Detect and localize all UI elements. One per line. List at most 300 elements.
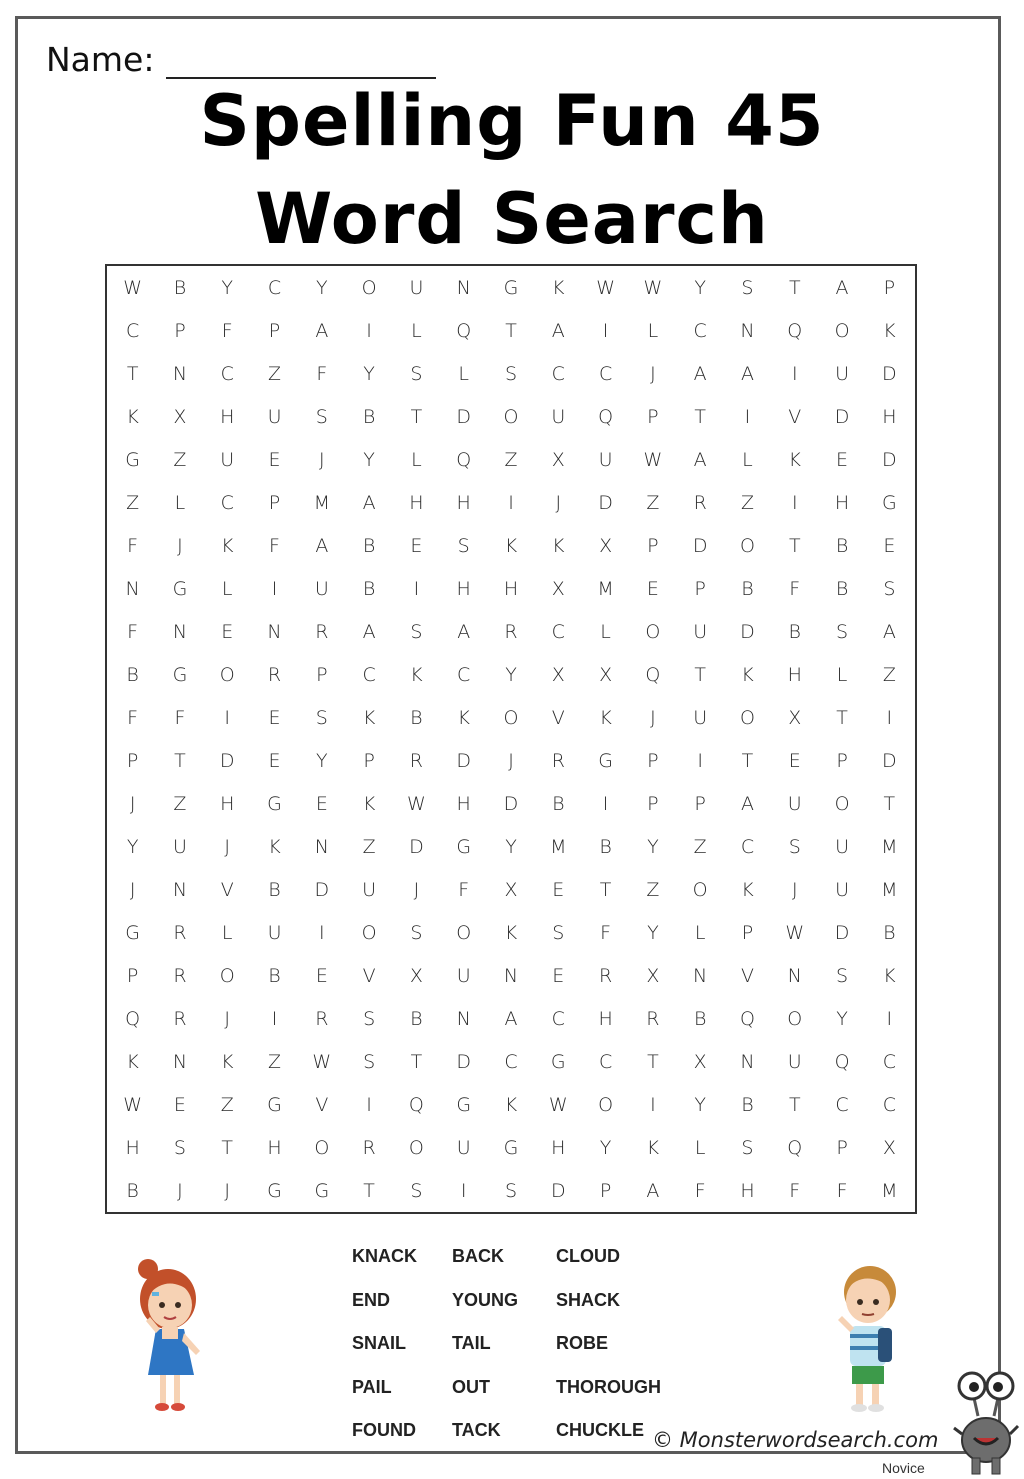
grid-letter[interactable]: A — [362, 491, 376, 514]
grid-letter[interactable]: T — [363, 1179, 375, 1202]
grid-letter[interactable]: C — [126, 319, 140, 342]
grid-letter[interactable]: K — [504, 921, 518, 944]
grid-letter[interactable]: D — [834, 921, 850, 944]
grid-letter[interactable]: O — [739, 534, 755, 557]
grid-letter[interactable]: L — [600, 620, 611, 643]
grid-letter[interactable]: V — [362, 964, 376, 987]
grid-letter[interactable]: S — [836, 964, 849, 987]
grid-letter[interactable]: K — [788, 448, 801, 471]
grid-letter[interactable]: U — [267, 921, 282, 944]
grid-letter[interactable]: W — [596, 276, 615, 299]
grid-letter[interactable]: X — [788, 706, 802, 729]
grid-letter[interactable]: L — [411, 448, 422, 471]
grid-letter[interactable]: M — [550, 835, 567, 858]
grid-letter[interactable]: S — [741, 276, 754, 299]
grid-letter[interactable]: G — [267, 1093, 282, 1116]
grid-letter[interactable]: A — [457, 620, 471, 643]
grid-letter[interactable]: H — [456, 491, 471, 514]
grid-letter[interactable]: B — [410, 706, 423, 729]
grid-letter[interactable]: C — [220, 362, 234, 385]
grid-letter[interactable]: R — [693, 491, 707, 514]
grid-letter[interactable]: T — [174, 749, 186, 772]
grid-letter[interactable]: I — [271, 1007, 278, 1030]
grid-letter[interactable]: J — [319, 448, 325, 471]
grid-letter[interactable]: X — [646, 964, 660, 987]
name-blank-line[interactable] — [166, 45, 436, 79]
grid-letter[interactable]: D — [456, 405, 472, 428]
grid-letter[interactable]: U — [787, 792, 802, 815]
grid-letter[interactable]: E — [268, 749, 281, 772]
grid-letter[interactable]: F — [269, 534, 280, 557]
grid-letter[interactable]: N — [693, 964, 708, 987]
grid-letter[interactable]: R — [173, 921, 187, 944]
grid-letter[interactable]: S — [315, 405, 328, 428]
grid-letter[interactable]: A — [362, 620, 376, 643]
grid-letter[interactable]: Y — [505, 835, 517, 858]
grid-letter[interactable]: J — [224, 1179, 231, 1202]
grid-letter[interactable]: H — [220, 405, 235, 428]
grid-letter[interactable]: O — [408, 1136, 424, 1159]
grid-letter[interactable]: O — [834, 792, 850, 815]
grid-letter[interactable]: Y — [647, 835, 659, 858]
grid-letter[interactable]: C — [220, 491, 234, 514]
grid-letter[interactable]: C — [598, 362, 613, 385]
grid-letter[interactable]: P — [647, 792, 659, 815]
grid-letter[interactable]: S — [410, 921, 423, 944]
grid-letter[interactable]: K — [268, 835, 281, 858]
grid-letter[interactable]: B — [599, 835, 612, 858]
grid-letter[interactable]: U — [787, 1050, 802, 1073]
grid-letter[interactable]: U — [456, 1136, 471, 1159]
grid-letter[interactable]: E — [315, 964, 328, 987]
grid-letter[interactable]: X — [599, 663, 613, 686]
grid-letter[interactable]: B — [362, 577, 376, 600]
grid-letter[interactable]: A — [551, 319, 565, 342]
grid-letter[interactable]: O — [739, 706, 755, 729]
grid-letter[interactable]: W — [407, 792, 426, 815]
grid-letter[interactable]: G — [550, 1050, 566, 1073]
grid-letter[interactable]: C — [598, 1050, 613, 1073]
grid-letter[interactable]: B — [835, 577, 849, 600]
grid-letter[interactable]: J — [177, 534, 183, 557]
grid-letter[interactable]: V — [788, 405, 802, 428]
grid-letter[interactable]: W — [785, 921, 805, 944]
grid-letter[interactable]: O — [787, 1007, 803, 1030]
grid-letter[interactable]: B — [788, 620, 801, 643]
grid-letter[interactable]: R — [173, 964, 187, 987]
grid-letter[interactable]: P — [836, 749, 848, 772]
grid-letter[interactable]: T — [788, 276, 801, 299]
grid-letter[interactable]: D — [692, 534, 708, 557]
grid-letter[interactable]: Z — [268, 362, 282, 385]
grid-letter[interactable]: H — [503, 577, 519, 600]
grid-letter[interactable]: T — [694, 405, 706, 428]
grid-letter[interactable]: K — [504, 1093, 518, 1116]
grid-letter[interactable]: C — [362, 663, 376, 686]
grid-letter[interactable]: L — [742, 448, 753, 471]
grid-letter[interactable]: U — [267, 405, 282, 428]
grid-letter[interactable]: I — [602, 792, 609, 815]
grid-letter[interactable]: G — [172, 663, 188, 686]
grid-letter[interactable]: Z — [362, 835, 376, 858]
grid-letter[interactable]: K — [126, 405, 139, 428]
grid-letter[interactable]: I — [224, 706, 231, 729]
grid-letter[interactable]: A — [504, 1007, 518, 1030]
grid-letter[interactable]: U — [598, 448, 613, 471]
grid-letter[interactable]: P — [647, 534, 659, 557]
grid-letter[interactable]: K — [220, 1050, 234, 1073]
grid-letter[interactable]: D — [219, 749, 235, 772]
grid-letter[interactable]: Q — [598, 405, 614, 428]
grid-letter[interactable]: T — [599, 878, 612, 901]
grid-letter[interactable]: I — [886, 706, 893, 729]
grid-letter[interactable]: O — [503, 706, 519, 729]
grid-letter[interactable]: M — [597, 577, 614, 600]
grid-letter[interactable]: L — [221, 921, 233, 944]
grid-letter[interactable]: G — [314, 1179, 330, 1202]
grid-letter[interactable]: Z — [173, 448, 187, 471]
grid-letter[interactable]: L — [458, 362, 469, 385]
grid-letter[interactable]: D — [740, 620, 755, 643]
grid-letter[interactable]: Z — [693, 835, 707, 858]
grid-letter[interactable]: G — [503, 276, 519, 299]
grid-letter[interactable]: I — [744, 405, 751, 428]
grid-letter[interactable]: D — [503, 792, 519, 815]
grid-letter[interactable]: G — [267, 1179, 282, 1202]
grid-letter[interactable]: B — [362, 534, 376, 557]
grid-letter[interactable]: B — [268, 878, 281, 901]
grid-letter[interactable]: J — [129, 878, 136, 901]
grid-letter[interactable]: Y — [363, 362, 375, 385]
grid-letter[interactable]: G — [456, 835, 472, 858]
grid-letter[interactable]: A — [315, 534, 329, 557]
grid-letter[interactable]: S — [883, 577, 896, 600]
grid-letter[interactable]: X — [882, 1136, 896, 1159]
grid-letter[interactable]: B — [410, 1007, 423, 1030]
grid-letter[interactable]: R — [646, 1007, 660, 1030]
grid-letter[interactable]: F — [789, 1179, 801, 1202]
grid-letter[interactable]: G — [172, 577, 188, 600]
grid-letter[interactable]: A — [740, 362, 754, 385]
grid-letter[interactable]: V — [740, 964, 754, 987]
grid-letter[interactable]: P — [647, 405, 659, 428]
grid-letter[interactable]: E — [883, 534, 896, 557]
grid-letter[interactable]: A — [315, 319, 329, 342]
grid-letter[interactable]: D — [456, 1050, 472, 1073]
grid-letter[interactable]: X — [551, 448, 565, 471]
grid-letter[interactable]: Y — [694, 276, 706, 299]
grid-letter[interactable]: P — [316, 663, 328, 686]
grid-letter[interactable]: P — [883, 276, 896, 299]
grid-letter[interactable]: I — [271, 577, 278, 600]
grid-letter[interactable]: P — [836, 1136, 848, 1159]
grid-letter[interactable]: Q — [739, 1007, 755, 1030]
grid-letter[interactable]: J — [650, 706, 656, 729]
grid-letter[interactable]: D — [882, 749, 897, 772]
grid-letter[interactable]: Z — [882, 663, 896, 686]
grid-letter[interactable]: S — [410, 1179, 423, 1202]
grid-letter[interactable]: Y — [647, 921, 659, 944]
grid-letter[interactable]: G — [456, 1093, 472, 1116]
grid-letter[interactable]: W — [643, 448, 663, 471]
grid-letter[interactable]: N — [267, 620, 282, 643]
grid-letter[interactable]: S — [363, 1007, 376, 1030]
grid-letter[interactable]: B — [835, 534, 849, 557]
grid-letter[interactable]: O — [834, 319, 850, 342]
grid-letter[interactable]: H — [456, 792, 471, 815]
grid-letter[interactable]: Z — [646, 878, 660, 901]
grid-letter[interactable]: B — [552, 792, 565, 815]
grid-letter[interactable]: K — [126, 1050, 139, 1073]
grid-letter[interactable]: F — [127, 620, 139, 643]
grid-letter[interactable]: I — [791, 362, 798, 385]
grid-letter[interactable]: E — [268, 706, 281, 729]
grid-letter[interactable]: R — [315, 1007, 329, 1030]
grid-letter[interactable]: K — [646, 1136, 660, 1159]
grid-letter[interactable]: N — [456, 1007, 471, 1030]
grid-letter[interactable]: V — [315, 1093, 329, 1116]
grid-letter[interactable]: X — [551, 577, 565, 600]
grid-letter[interactable]: B — [126, 1179, 139, 1202]
grid-letter[interactable]: F — [458, 878, 470, 901]
grid-letter[interactable]: U — [835, 878, 850, 901]
grid-letter[interactable]: K — [552, 534, 565, 557]
grid-letter[interactable]: I — [697, 749, 703, 772]
grid-letter[interactable]: W — [123, 1093, 143, 1116]
grid-letter[interactable]: B — [126, 663, 139, 686]
grid-letter[interactable]: N — [172, 878, 188, 901]
grid-letter[interactable]: E — [552, 878, 565, 901]
grid-letter[interactable]: O — [361, 276, 377, 299]
grid-letter[interactable]: J — [224, 1007, 231, 1030]
grid-letter[interactable]: J — [650, 362, 656, 385]
grid-letter[interactable]: T — [741, 749, 754, 772]
grid-letter[interactable]: Q — [834, 1050, 850, 1073]
grid-letter[interactable]: N — [172, 620, 188, 643]
grid-letter[interactable]: H — [834, 491, 850, 514]
grid-letter[interactable]: I — [791, 491, 798, 514]
grid-letter[interactable]: M — [313, 491, 331, 514]
grid-letter[interactable]: P — [694, 792, 706, 815]
grid-letter[interactable]: D — [314, 878, 330, 901]
grid-letter[interactable]: C — [551, 1007, 565, 1030]
grid-letter[interactable]: L — [694, 921, 706, 944]
grid-letter[interactable]: I — [413, 577, 420, 600]
grid-letter[interactable]: K — [741, 663, 754, 686]
grid-letter[interactable]: M — [881, 878, 898, 901]
grid-letter[interactable]: C — [835, 1093, 849, 1116]
grid-letter[interactable]: P — [268, 491, 281, 514]
grid-letter[interactable]: G — [598, 749, 613, 772]
grid-letter[interactable]: G — [881, 491, 897, 514]
grid-letter[interactable]: P — [126, 964, 139, 987]
grid-letter[interactable]: K — [362, 706, 376, 729]
grid-letter[interactable]: Y — [221, 276, 234, 299]
grid-letter[interactable]: D — [598, 491, 613, 514]
grid-letter[interactable]: F — [221, 319, 233, 342]
grid-letter[interactable]: Z — [126, 491, 140, 514]
grid-letter[interactable]: W — [312, 1050, 332, 1073]
grid-letter[interactable]: M — [881, 1179, 898, 1202]
grid-letter[interactable]: J — [177, 1179, 183, 1202]
grid-letter[interactable]: T — [410, 1050, 423, 1073]
grid-letter[interactable]: Q — [787, 319, 803, 342]
grid-letter[interactable]: T — [221, 1136, 234, 1159]
grid-letter[interactable]: Y — [836, 1007, 848, 1030]
grid-letter[interactable]: C — [693, 319, 707, 342]
grid-letter[interactable]: B — [741, 577, 754, 600]
grid-letter[interactable]: S — [788, 835, 801, 858]
grid-letter[interactable]: E — [646, 577, 659, 600]
grid-letter[interactable]: I — [886, 1007, 893, 1030]
grid-letter[interactable]: X — [504, 878, 518, 901]
grid-letter[interactable]: C — [882, 1050, 896, 1073]
grid-letter[interactable]: I — [366, 319, 372, 342]
grid-letter[interactable]: G — [125, 921, 140, 944]
grid-letter[interactable]: P — [174, 319, 186, 342]
grid-letter[interactable]: X — [693, 1050, 707, 1073]
grid-letter[interactable]: S — [173, 1136, 186, 1159]
grid-letter[interactable]: T — [883, 792, 896, 815]
grid-letter[interactable]: P — [741, 921, 754, 944]
grid-letter[interactable]: T — [410, 405, 423, 428]
grid-letter[interactable]: B — [741, 1093, 754, 1116]
grid-letter[interactable]: V — [220, 878, 234, 901]
grid-letter[interactable]: E — [410, 534, 423, 557]
grid-letter[interactable]: T — [694, 663, 706, 686]
grid-letter[interactable]: D — [834, 405, 850, 428]
grid-letter[interactable]: Z — [504, 448, 518, 471]
grid-letter[interactable]: A — [646, 1179, 660, 1202]
grid-letter[interactable]: J — [791, 878, 798, 901]
grid-letter[interactable]: Q — [125, 1007, 141, 1030]
grid-letter[interactable]: Z — [268, 1050, 282, 1073]
grid-letter[interactable]: L — [836, 663, 848, 686]
grid-letter[interactable]: T — [788, 1093, 801, 1116]
grid-letter[interactable]: Z — [646, 491, 660, 514]
grid-letter[interactable]: L — [694, 1136, 706, 1159]
grid-letter[interactable]: Y — [505, 663, 517, 686]
grid-letter[interactable]: Y — [599, 1136, 612, 1159]
grid-letter[interactable]: C — [267, 276, 282, 299]
grid-letter[interactable]: A — [693, 448, 707, 471]
grid-letter[interactable]: U — [835, 362, 850, 385]
grid-letter[interactable]: I — [460, 1179, 467, 1202]
grid-letter[interactable]: B — [883, 921, 896, 944]
grid-letter[interactable]: N — [787, 964, 802, 987]
grid-letter[interactable]: F — [127, 534, 139, 557]
grid-letter[interactable]: T — [788, 534, 801, 557]
grid-letter[interactable]: L — [647, 319, 659, 342]
grid-letter[interactable]: S — [363, 1050, 376, 1073]
grid-letter[interactable]: I — [319, 921, 325, 944]
grid-letter[interactable]: U — [693, 706, 708, 729]
grid-letter[interactable]: U — [314, 577, 329, 600]
grid-letter[interactable]: S — [504, 1179, 518, 1202]
grid-letter[interactable]: H — [882, 405, 897, 428]
grid-letter[interactable]: V — [551, 706, 565, 729]
grid-letter[interactable]: O — [456, 921, 472, 944]
grid-letter[interactable]: X — [551, 663, 565, 686]
grid-letter[interactable]: O — [219, 964, 235, 987]
grid-letter[interactable]: K — [599, 706, 612, 729]
grid-letter[interactable]: X — [599, 534, 613, 557]
grid-letter[interactable]: J — [129, 792, 136, 815]
grid-letter[interactable]: K — [220, 534, 234, 557]
grid-letter[interactable]: G — [267, 792, 282, 815]
grid-letter[interactable]: K — [410, 663, 423, 686]
grid-letter[interactable]: Y — [694, 1093, 706, 1116]
grid-letter[interactable]: C — [551, 362, 565, 385]
grid-letter[interactable]: O — [503, 405, 519, 428]
grid-letter[interactable]: S — [410, 362, 423, 385]
grid-letter[interactable]: L — [174, 491, 186, 514]
grid-letter[interactable]: U — [409, 276, 424, 299]
grid-letter[interactable]: F — [836, 1179, 848, 1202]
grid-letter[interactable]: D — [409, 835, 424, 858]
grid-letter[interactable]: H — [598, 1007, 613, 1030]
grid-letter[interactable]: E — [552, 964, 565, 987]
grid-letter[interactable]: J — [413, 878, 420, 901]
grid-letter[interactable]: R — [551, 749, 565, 772]
grid-letter[interactable]: J — [224, 835, 231, 858]
grid-letter[interactable]: H — [125, 1136, 140, 1159]
grid-letter[interactable]: H — [267, 1136, 282, 1159]
grid-letter[interactable]: B — [268, 964, 281, 987]
grid-letter[interactable]: J — [555, 491, 562, 514]
grid-letter[interactable]: S — [741, 1136, 754, 1159]
grid-letter[interactable]: F — [127, 706, 139, 729]
grid-letter[interactable]: N — [314, 835, 329, 858]
grid-letter[interactable]: S — [552, 921, 565, 944]
grid-letter[interactable]: R — [267, 663, 282, 686]
grid-letter[interactable]: K — [504, 534, 518, 557]
grid-letter[interactable]: U — [362, 878, 377, 901]
grid-letter[interactable]: L — [221, 577, 233, 600]
grid-letter[interactable]: R — [504, 620, 518, 643]
grid-letter[interactable]: X — [409, 964, 423, 987]
grid-letter[interactable]: N — [740, 1050, 755, 1073]
grid-letter[interactable]: C — [457, 663, 471, 686]
grid-letter[interactable]: D — [456, 749, 472, 772]
grid-letter[interactable]: I — [602, 319, 609, 342]
grid-letter[interactable]: O — [361, 921, 377, 944]
grid-letter[interactable]: U — [835, 835, 850, 858]
grid-letter[interactable]: K — [552, 276, 565, 299]
grid-letter[interactable]: W — [548, 1093, 568, 1116]
grid-letter[interactable]: E — [173, 1093, 186, 1116]
grid-letter[interactable]: G — [125, 448, 140, 471]
grid-letter[interactable]: A — [740, 792, 754, 815]
grid-letter[interactable]: W — [643, 276, 663, 299]
grid-letter[interactable]: Q — [645, 663, 661, 686]
grid-letter[interactable]: S — [504, 362, 518, 385]
grid-letter[interactable]: C — [882, 1093, 896, 1116]
grid-letter[interactable]: H — [740, 1179, 755, 1202]
grid-letter[interactable]: F — [316, 362, 328, 385]
grid-letter[interactable]: R — [315, 620, 329, 643]
grid-letter[interactable]: F — [174, 706, 186, 729]
grid-letter[interactable]: Z — [220, 1093, 234, 1116]
grid-letter[interactable]: Z — [740, 491, 754, 514]
grid-letter[interactable]: Y — [363, 448, 375, 471]
grid-letter[interactable]: Q — [408, 1093, 424, 1116]
grid-letter[interactable]: K — [741, 878, 754, 901]
grid-letter[interactable]: N — [125, 577, 140, 600]
grid-letter[interactable]: T — [836, 706, 848, 729]
grid-letter[interactable]: C — [551, 620, 565, 643]
grid-letter[interactable]: E — [268, 448, 281, 471]
